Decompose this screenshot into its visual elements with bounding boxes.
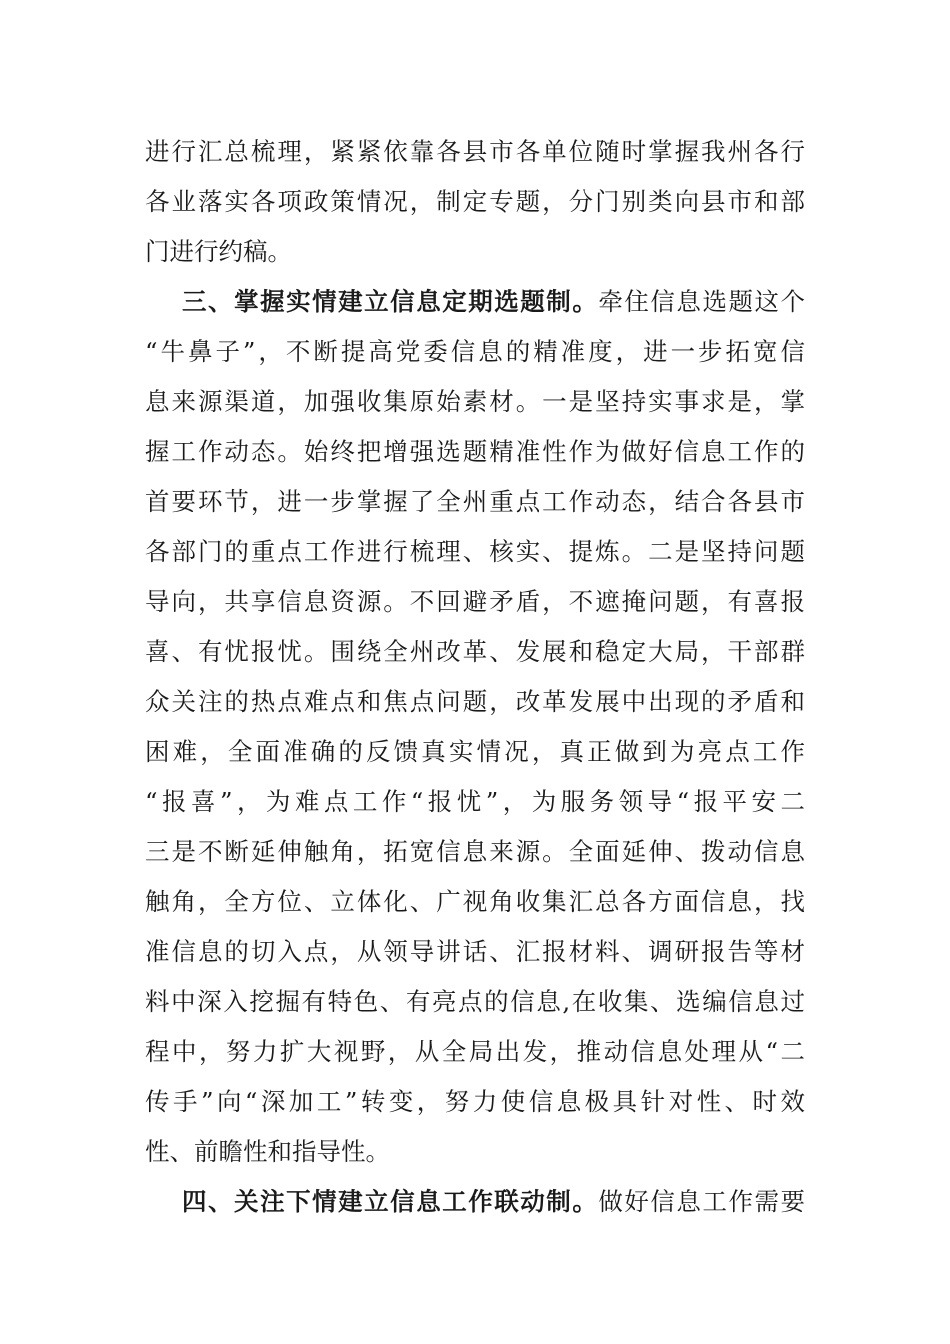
- paragraph-line: 首要环节，进一步掌握了全州重点工作动态，结合各县市: [145, 487, 805, 516]
- paragraph-line: 导向，共享信息资源。不回避矛盾，不遮掩问题，有喜报: [145, 587, 805, 616]
- paragraph-line: 息来源渠道，加强收集原始素材。一是坚持实事求是，掌: [145, 387, 805, 416]
- paragraph-line: “报喜”，为难点工作“报忧”，为服务领导“报平安二: [145, 787, 805, 816]
- paragraph-line: 众关注的热点难点和焦点问题，改革发展中出现的矛盾和: [145, 687, 805, 716]
- paragraph-line: 各业落实各项政策情况，制定专题，分门别类向县市和部: [145, 187, 805, 216]
- paragraph-line: 喜、有忧报忧。围绕全州改革、发展和稳定大局，干部群: [145, 637, 805, 666]
- section-heading: 三、掌握实情建立信息定期选题制。: [182, 287, 599, 316]
- paragraph-line: 困难，全面准确的反馈真实情况，真正做到为亮点工作: [145, 737, 805, 766]
- section-heading: 四、关注下情建立信息工作联动制。: [182, 1187, 599, 1216]
- paragraph-line: 准信息的切入点，从领导讲话、汇报材料、调研报告等材: [145, 937, 805, 966]
- paragraph-line: 三是不断延伸触角，拓宽信息来源。全面延伸、拨动信息: [145, 837, 805, 866]
- paragraph-line: 传手”向“深加工”转变，努力使信息极具针对性、时效: [145, 1087, 805, 1116]
- paragraph-first-line: [182, 1185, 805, 1219]
- paragraph-line: 门进行约稿。: [145, 237, 292, 266]
- paragraph-line: 握工作动态。始终把增强选题精准性作为做好信息工作的: [145, 437, 805, 466]
- paragraph-line: 触角，全方位、立体化、广视角收集汇总各方面信息，找: [145, 887, 805, 916]
- paragraph-line: 料中深入挖掘有特色、有亮点的信息,在收集、选编信息过: [145, 987, 805, 1016]
- paragraph-line: “牛鼻子”，不断提高党委信息的精准度，进一步拓宽信: [145, 337, 805, 366]
- paragraph-line: 性、前瞻性和指导性。: [145, 1137, 390, 1166]
- paragraph-line: 各部门的重点工作进行梳理、核实、提炼。二是坚持问题: [145, 537, 805, 566]
- paragraph-text: 牵住信息选题这个: [598, 287, 805, 316]
- paragraph-first-line: [182, 285, 805, 319]
- paragraph-line: 程中，努力扩大视野，从全局出发，推动信息处理从“二: [145, 1037, 805, 1066]
- paragraph-line: 进行汇总梳理，紧紧依靠各县市各单位随时掌握我州各行: [145, 137, 805, 166]
- paragraph-text: 做好信息工作需要: [598, 1187, 805, 1216]
